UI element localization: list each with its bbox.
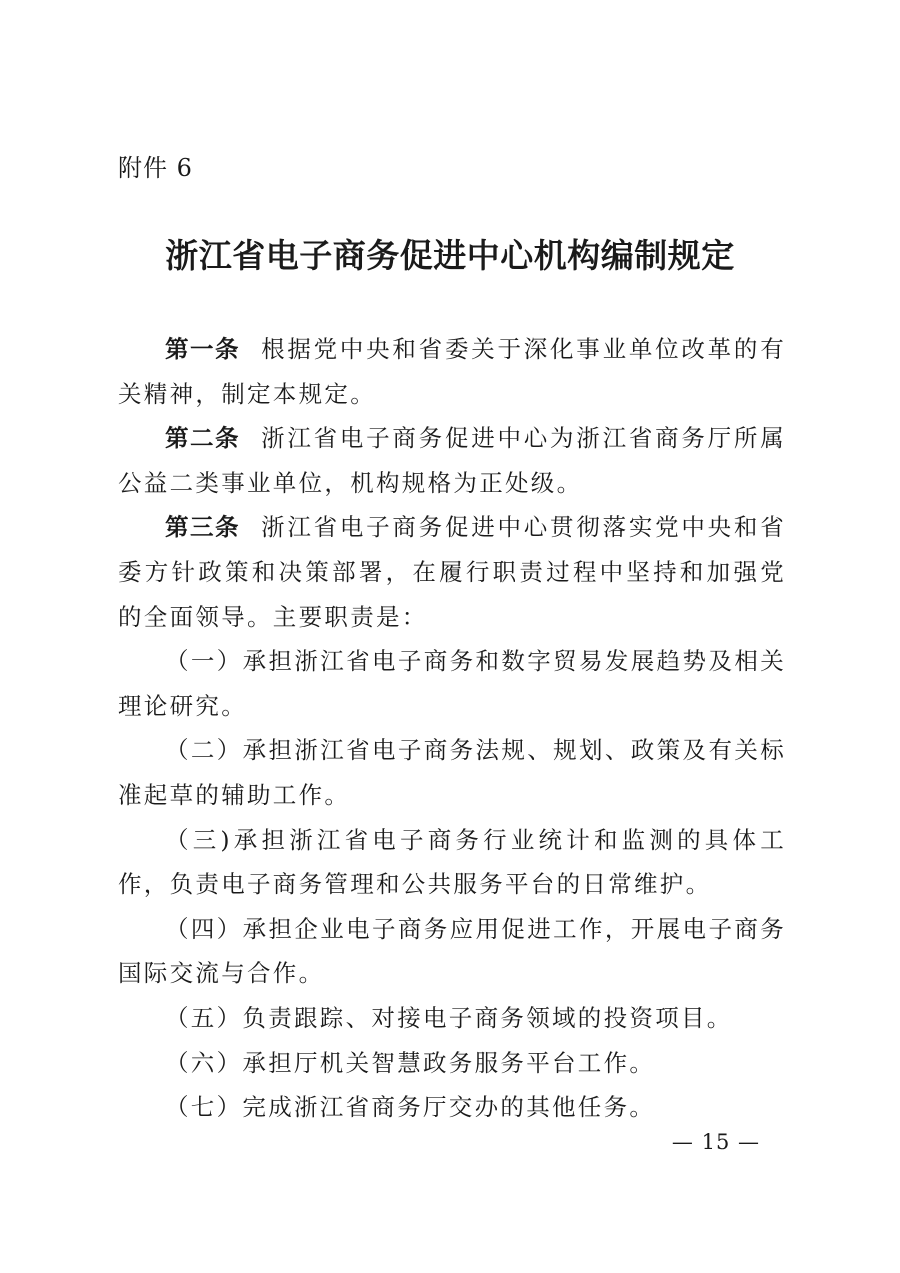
article-text: 根据党中央和省委关于深化事业单位改革的有关精神，制定本规定。: [118, 335, 787, 408]
page-number: — 15 —: [671, 1130, 760, 1154]
duty-item: （四）承担企业电子商务应用促进工作，开展电子商务国际交流与合作。: [118, 914, 786, 988]
article-text: 浙江省电子商务促进中心贯彻落实党中央和省委方针政策和决策部署，在履行职责过程中坚持和加强党的全面领导。主要职责是：: [118, 513, 787, 631]
article-paragraph: [118, 416, 786, 505]
article-number: 第三条: [165, 513, 240, 542]
article-paragraph: [118, 327, 786, 416]
duty-item: （五）负责跟踪、对接电子商务领域的投资项目。: [165, 1003, 733, 1032]
article-number: 第一条: [165, 335, 240, 363]
duty-item: （一）承担浙江省电子商务和数字贸易发展趋势及相关理论研究。: [118, 647, 786, 720]
article-number: 第二条: [165, 424, 240, 453]
document-title: 浙江省电子商务促进中心机构编制规定: [165, 236, 735, 275]
duty-item: （三)承担浙江省电子商务行业统计和监测的具体工作，负责电子商务管理和公共服务平台的日常维护。: [118, 825, 786, 899]
duty-item: （二）承担浙江省电子商务法规、规划、政策及有关标准起草的辅助工作。: [118, 736, 786, 809]
duty-item: （六）承担厅机关智慧政务服务平台工作。: [165, 1048, 656, 1077]
article-text: 浙江省电子商务促进中心为浙江省商务厅所属公益二类事业单位，机构规格为正处级。: [118, 424, 787, 497]
article-paragraph: [118, 505, 786, 639]
duty-item: （七）完成浙江省商务厅交办的其他任务。: [165, 1093, 656, 1122]
document-body: [118, 327, 786, 1130]
attachment-label: 附件 6: [118, 154, 193, 182]
